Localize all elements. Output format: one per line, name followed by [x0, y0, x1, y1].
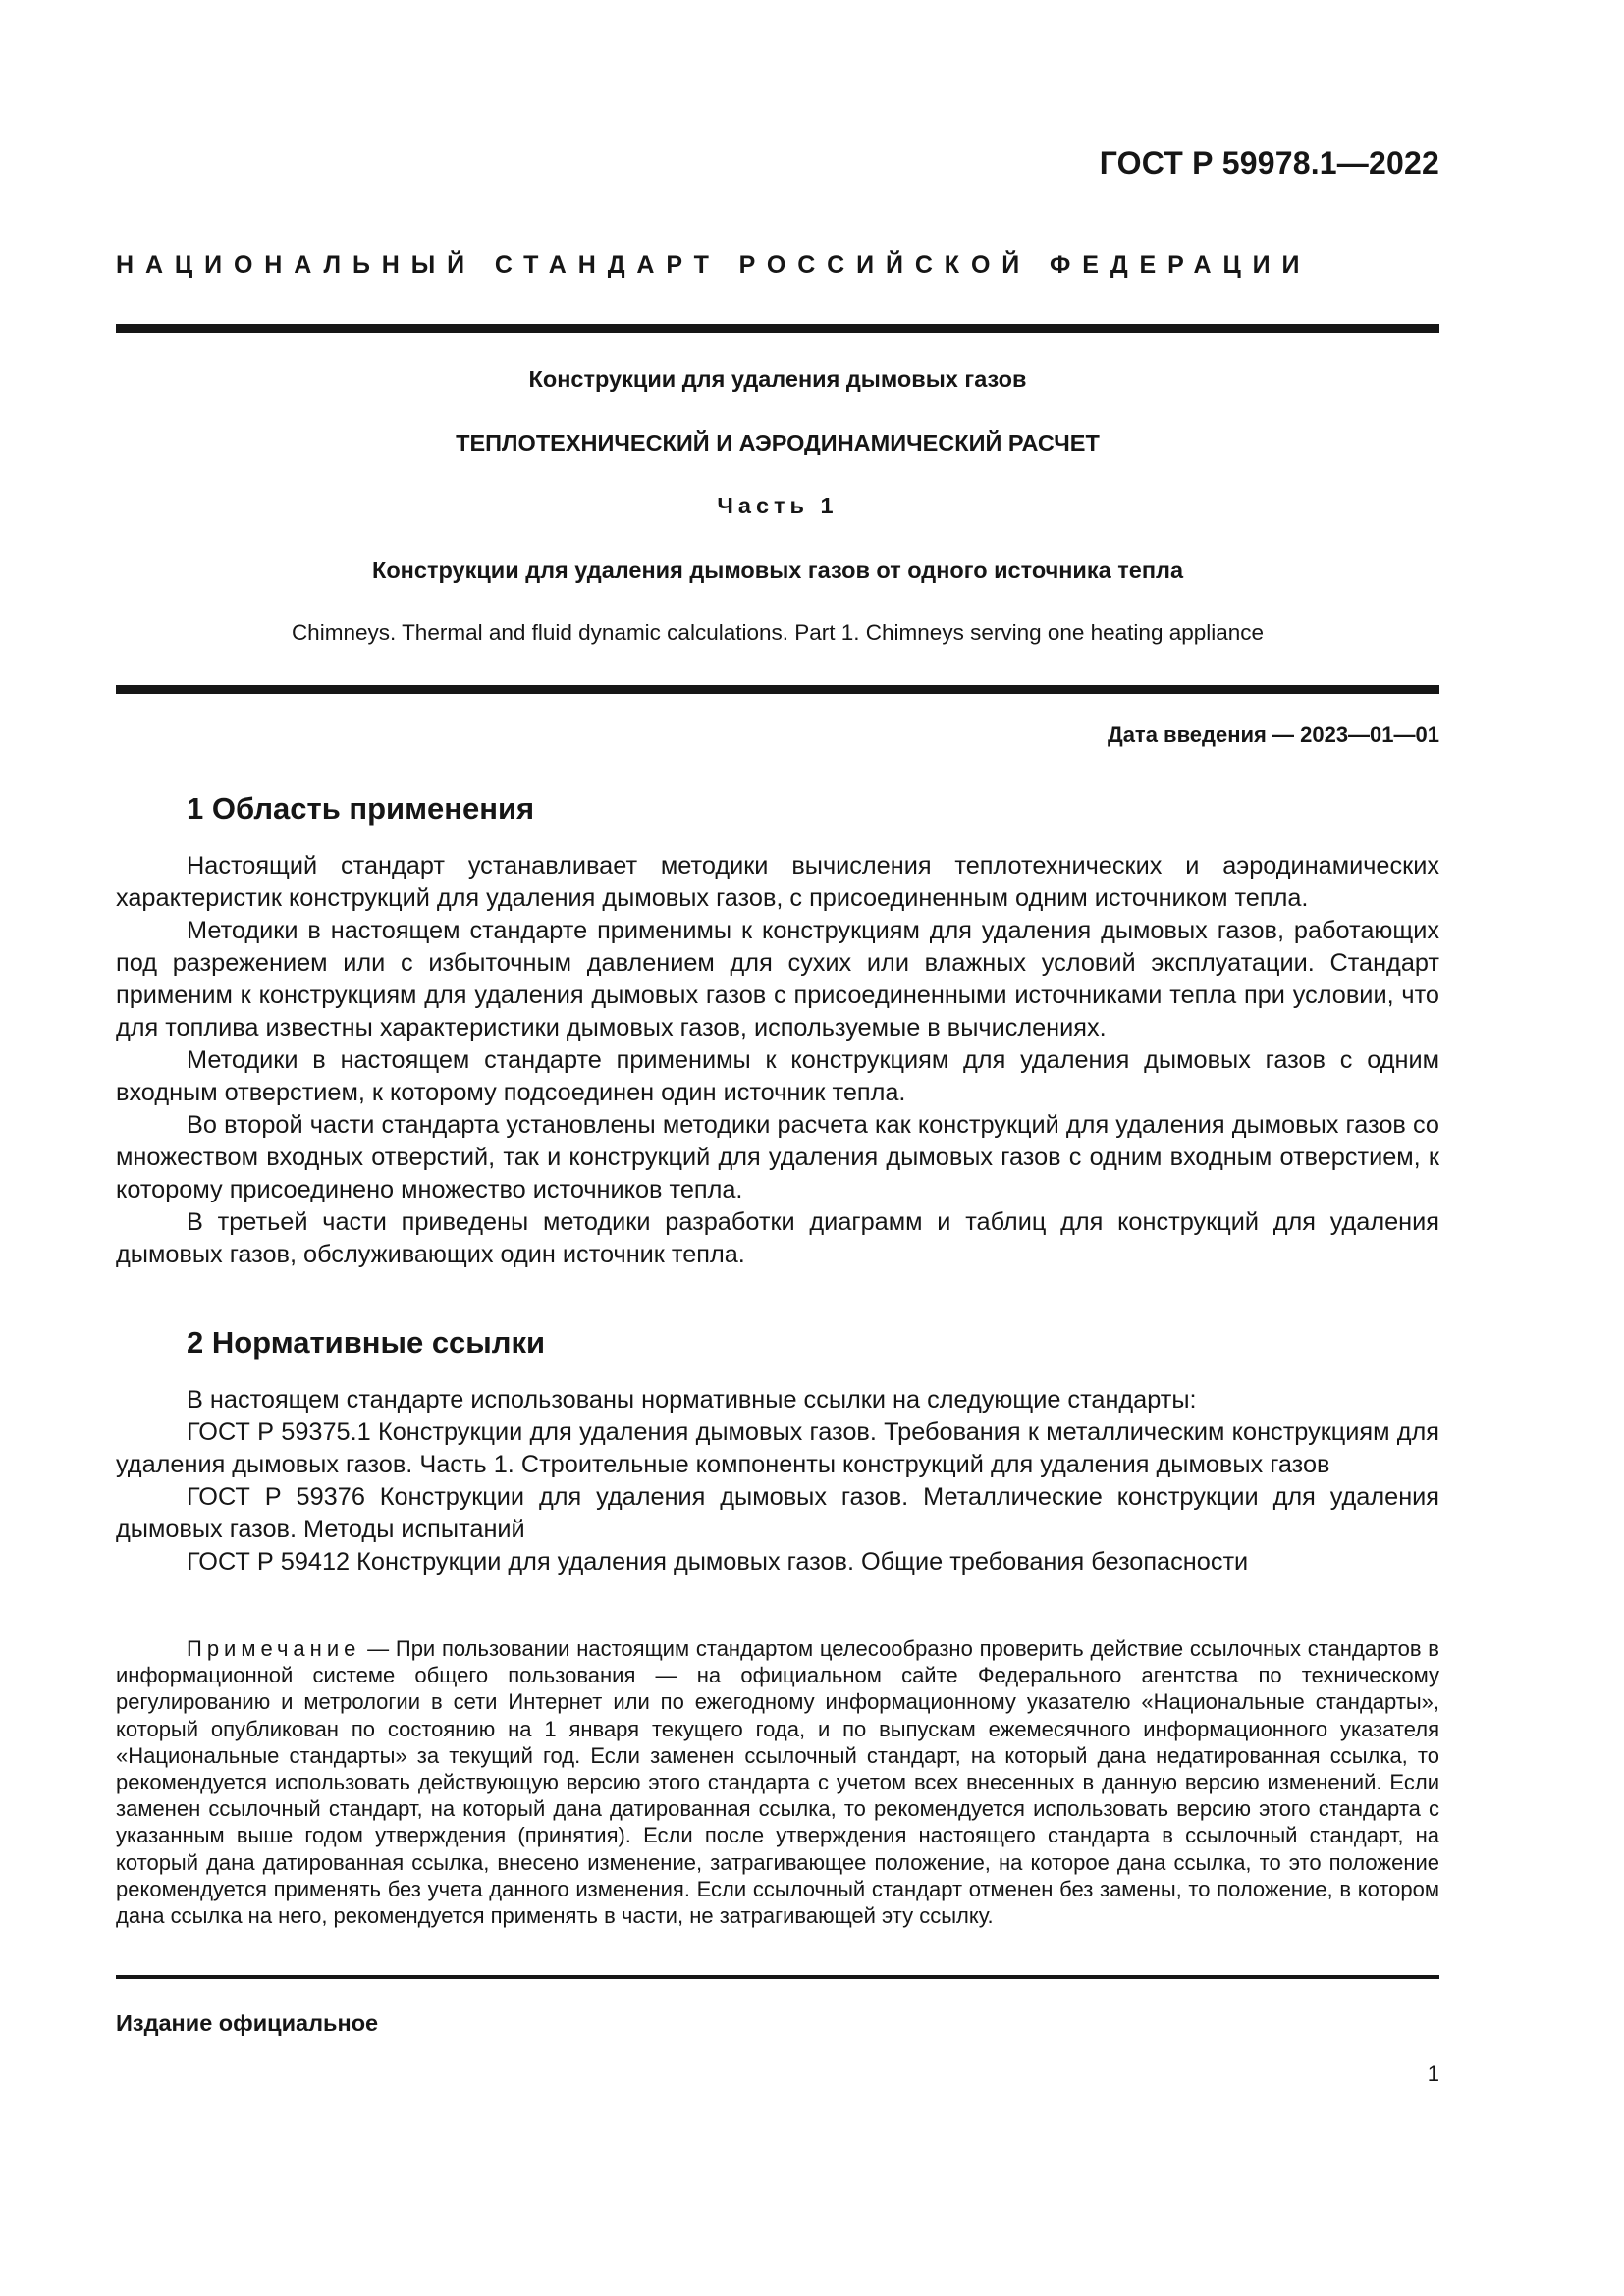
reference-item: ГОСТ Р 59376 Конструкции для удаления дымовых газов. Металлические конструкции для удаления дымовых газов. Методы испытаний: [116, 1483, 1439, 1543]
section-1-body: [116, 850, 1439, 1271]
section-1-paragraph: Настоящий стандарт устанавливает методики вычисления теплотехнических и аэродинамических характеристик конструкций для удаления дымовых газов, с присоединенным одним источником тепла.: [116, 852, 1439, 912]
section-1-paragraph: В третьей части приведены методики разработки диаграмм и таблиц для конструкций для удаления дымовых газов, обслуживающих один источник тепла.: [116, 1208, 1439, 1268]
note-text: — При пользовании настоящим стандартом целесообразно проверить действие ссылочных стандартов в информационной системе общего пользования — на официальном сайте Федерального агентства по техническому регулированию и метрологии в сети Интернет или по ежегодному информационному указателю «Национальные стандарты», который опубликован по состоянию на 1 января текущего года, и по выпускам ежемесячного информационного указателя «Национальные стандарты» за текущий год. Если заменен ссылочный стандарт, на который дана недатированная ссылка, то рекомендуется использовать действующую версию этого стандарта с учетом всех внесенных в данную версию изменений. Если заменен ссылочный стандарт, на который дана датированная ссылка, то рекомендуется использовать версию этого стандарта с указанным выше годом утверждения (принятия). Если после утверждения настоящего стандарта в ссылочный стандарт, на который дана датированная ссылка, внесено изменение, затрагивающее положение, на которое дана ссылка, то это положение рекомендуется применять без учета данного изменения. Если ссылочный стандарт отменен без замены, то положение, в котором дана ссылка на него, рекомендуется применять в части, не затрагивающей эту ссылку.: [116, 1636, 1439, 1929]
standard-code: ГОСТ Р 59978.1—2022: [1099, 145, 1439, 181]
title-subtitle: Конструкции для удаления дымовых газов от одного источника тепла: [371, 558, 1184, 583]
title-english: Chimneys. Thermal and fluid dynamic calculations. Part 1. Chimneys serving one heating appliance: [291, 620, 1265, 645]
footer-rule: [116, 1975, 1439, 1979]
note-block: [116, 1635, 1439, 1929]
section-2-heading: 2 Нормативные ссылки: [187, 1325, 546, 1360]
title-rule: [116, 685, 1439, 694]
page-number: 1: [1427, 2061, 1439, 2086]
reference-item: ГОСТ Р 59375.1 Конструкции для удаления дымовых газов. Требования к металлическим конструкциям для удаления дымовых газов. Часть 1. Строительные компоненты конструкций для удаления дымовых газов: [116, 1418, 1439, 1478]
section-1-paragraph: Во второй части стандарта установлены методики расчета как конструкций для удаления дымовых газов со множеством входных отверстий, так и конструкций для удаления дымовых газов с одним входным отверстием, к которому присоединено множество источников тепла.: [116, 1111, 1439, 1203]
title-part: Часть 1: [717, 493, 839, 518]
reference-item: ГОСТ Р 59412 Конструкции для удаления дымовых газов. Общие требования безопасности: [187, 1548, 1249, 1575]
note-label: Примечание: [187, 1636, 361, 1661]
title-line-1: Конструкции для удаления дымовых газов: [528, 366, 1027, 392]
edition-label: Издание официальное: [116, 2010, 379, 2036]
section-1-paragraph: Методики в настоящем стандарте применимы к конструкциям для удаления дымовых газов с одним входным отверстием, к которому подсоединен один источник тепла.: [116, 1046, 1439, 1106]
section-2-body: [116, 1384, 1439, 1578]
introduction-date: Дата введения — 2023—01—01: [1108, 722, 1439, 747]
title-line-2: ТЕПЛОТЕХНИЧЕСКИЙ И АЭРОДИНАМИЧЕСКИЙ РАСЧЕТ: [456, 430, 1100, 455]
section-2-paragraph: В настоящем стандарте использованы нормативные ссылки на следующие стандарты:: [187, 1386, 1197, 1414]
header-rule: [116, 324, 1439, 333]
national-standard-banner: НАЦИОНАЛЬНЫЙ СТАНДАРТ РОССИЙСКОЙ ФЕДЕРАЦИИ: [116, 251, 1312, 279]
section-1-heading: 1 Область применения: [187, 791, 535, 826]
section-1-paragraph: Методики в настоящем стандарте применимы к конструкциям для удаления дымовых газов, работающих под разрежением или с избыточным давлением для сухих или влажных условий эксплуатации. Стандарт применим к конструкциям для удаления дымовых газов с присоединенными источниками тепла при условии, что для топлива известны характеристики дымовых газов, используемые в вычислениях.: [116, 917, 1439, 1041]
